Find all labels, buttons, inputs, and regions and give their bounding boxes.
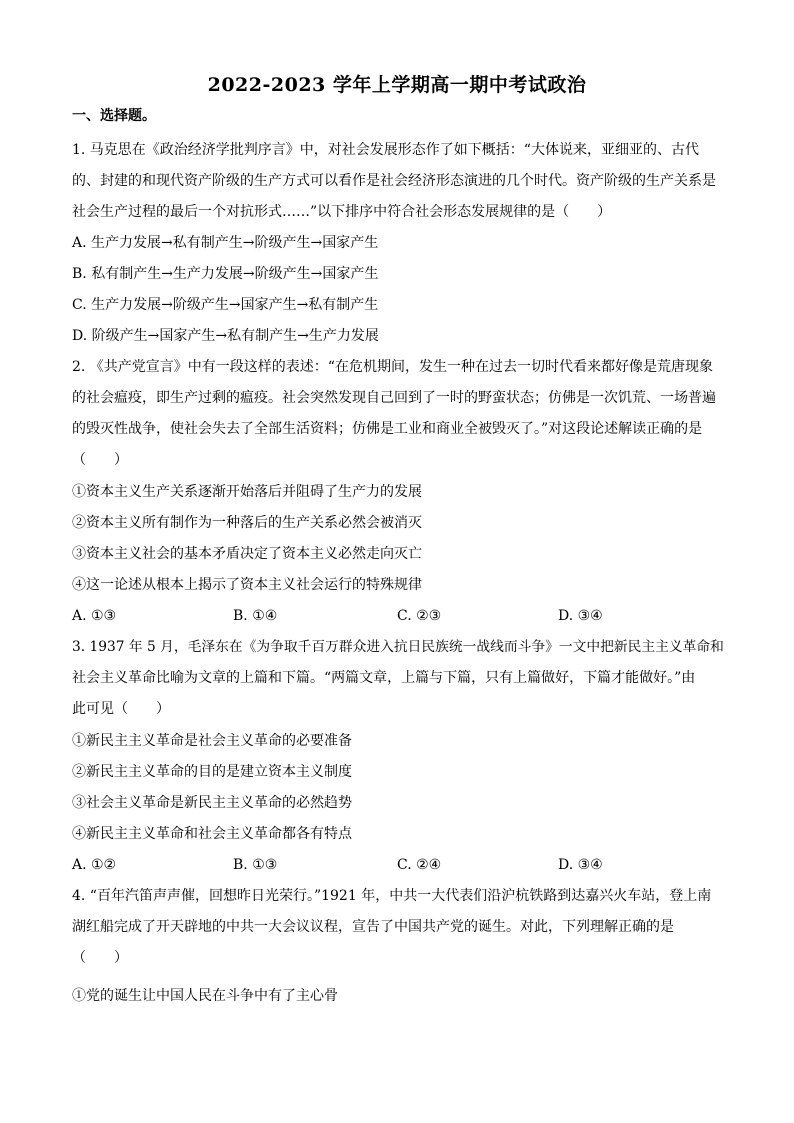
q2-statement-3: ③资本主义社会的基本矛盾决定了资本主义必然走向灭亡	[72, 546, 422, 562]
q1-option-c: C. 生产力发展→阶级产生→国家产生→私有制产生	[72, 297, 379, 313]
q4-line-2: 湖红船完成了开天辟地的中共一大会议议程，宣告了中国共产党的诞生。对此，下列理解正确的是	[72, 919, 674, 935]
q3-statement-1: ①新民主主义革命是社会主义革命的必要准备	[72, 733, 352, 749]
q3-options-row	[0, 855, 794, 875]
q2-option-d: D. ③④	[558, 608, 603, 624]
q1-option-a: A. 生产力发展→私有制产生→阶级产生→国家产生	[72, 235, 379, 251]
q2-statement-4: ④这一论述从根本上揭示了资本主义社会运行的特殊规律	[72, 577, 422, 593]
q1-line-2: 的、封建的和现代资产阶级的生产方式可以看作是社会经济形态演进的几个时代。资产阶级的生产关系是	[72, 173, 716, 189]
q2-option-c: C. ②③	[397, 608, 442, 624]
q3-option-b: B. ①③	[233, 857, 278, 873]
section-heading: 一、选择题。	[72, 108, 156, 124]
q2-option-b: B. ①④	[233, 608, 278, 624]
q3-statement-2: ②新民主主义革命的目的是建立资本主义制度	[72, 764, 352, 780]
q3-statement-4: ④新民主主义革命和社会主义革命都各有特点	[72, 826, 352, 842]
q4-statement-1: ①党的诞生让中国人民在斗争中有了主心骨	[72, 988, 338, 1004]
q4-line-3: （ ）	[72, 950, 128, 966]
q1-option-b: B. 私有制产生→生产力发展→阶级产生→国家产生	[72, 266, 379, 282]
q3-option-c: C. ②④	[397, 857, 442, 873]
q2-line-3: 的毁灭性战争，使社会失去了全部生活资料；仿佛是工业和商业全被毁灭了。”对这段论述解读正确的是	[72, 421, 703, 437]
q2-line-4: （ ）	[72, 452, 128, 468]
q2-options-row	[0, 606, 794, 626]
q3-line-1: 3. 1937 年 5 月，毛泽东在《为争取千百万群众进入抗日民族统一战线而斗争》一文中把新民主主义革命和	[72, 639, 724, 655]
q2-option-a: A. ①③	[72, 608, 117, 624]
q2-statement-1: ①资本主义生产关系逐渐开始落后并阻碍了生产力的发展	[72, 484, 422, 500]
q1-line-3: 社会生产过程的最后一个对抗形式……”以下排序中符合社会形态发展规律的是（ ）	[72, 204, 612, 220]
q3-option-a: A. ①②	[72, 857, 117, 873]
q1-option-d: D. 阶级产生→国家产生→私有制产生→生产力发展	[72, 328, 379, 344]
q3-option-d: D. ③④	[558, 857, 603, 873]
q2-line-1: 2. 《共产党宣言》中有一段这样的表述：“在危机期间，发生一种在过去一切时代看来都好像是荒唐现象	[72, 359, 713, 375]
q3-line-3: 此可见（ ）	[72, 701, 170, 717]
q1-line-1: 1. 马克思在《政治经济学批判序言》中，对社会发展形态作了如下概括：“大体说来，亚细亚的、古代	[72, 142, 699, 158]
q4-line-1: 4. “百年汽笛声声催，回想昨日光荣行。”1921 年，中共一大代表们沿沪杭铁路到达嘉兴火车站，登上南	[72, 888, 712, 904]
q3-statement-3: ③社会主义革命是新民主主义革命的必然趋势	[72, 795, 352, 811]
page-title: 2022-2023 学年上学期高一期中考试政治	[207, 74, 587, 96]
q2-line-2: 的社会瘟疫，即生产过剩的瘟疫。社会突然发现自己回到了一时的野蛮状态；仿佛是一次饥荒、一场普遍	[72, 390, 716, 406]
q2-statement-2: ②资本主义所有制作为一种落后的生产关系必然会被消灭	[72, 515, 422, 531]
q3-line-2: 社会主义革命比喻为文章的上篇和下篇。“两篇文章，上篇与下篇，只有上篇做好，下篇才能做好。”由	[72, 670, 696, 686]
